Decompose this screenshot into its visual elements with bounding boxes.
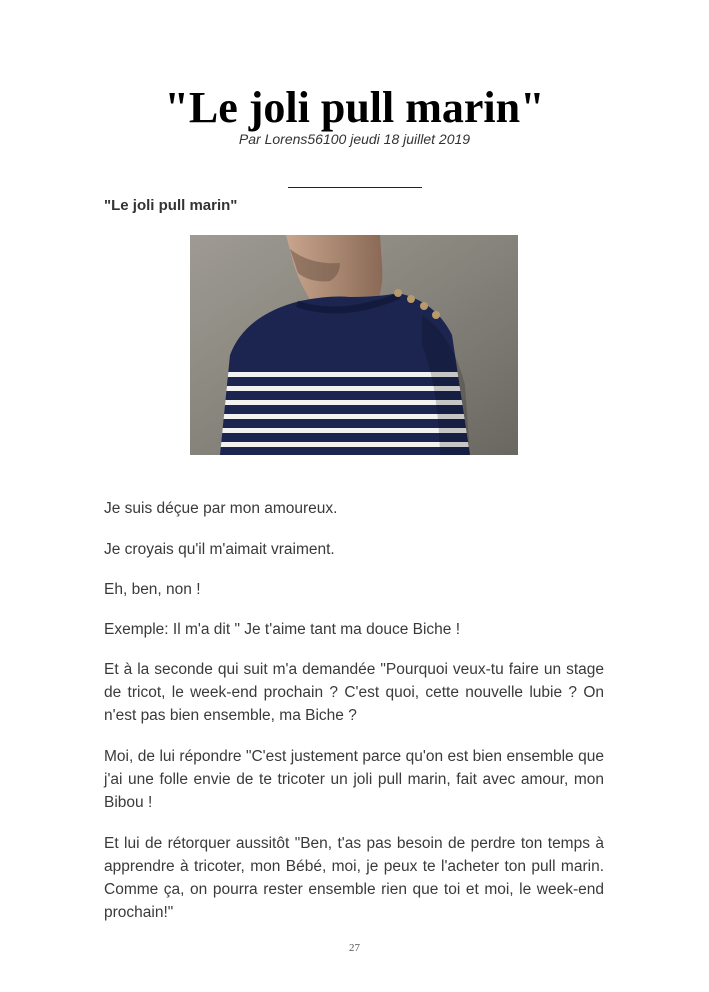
paragraph: Moi, de lui répondre "C'est justement parce qu'on est bien ensemble que j'ai une folle envie de te tricoter un joli pull marin, fait avec amour, mon Bibou ! — [104, 748, 604, 811]
paragraph: Et à la seconde qui suit m'a demandée "Pourquoi veux-tu faire un stage de tricot, le week-end prochain ? C'est quoi, cette nouvelle lubie ? On n'est pas bien ensemble, ma Biche ? — [104, 661, 604, 724]
article-photo — [190, 235, 518, 455]
byline: Par Lorens56100 jeudi 18 juillet 2019 — [238, 131, 471, 147]
separator-rule — [288, 187, 422, 188]
paragraph: Eh, ben, non ! — [104, 581, 201, 598]
sailor-sweater-photo — [190, 235, 518, 455]
article-subtitle: "Le joli pull marin" — [104, 197, 238, 214]
paragraph: Et lui de rétorquer aussitôt "Ben, t'as pas besoin de perdre ton temps à apprendre à tricoter, mon Bébé, moi, je peux te l'acheter ton pull marin. Comme ça, on pourra rester ensemble rien que toi et moi, le week-end prochain!" — [104, 835, 604, 921]
paragraph: Je suis déçue par mon amoureux. — [104, 500, 338, 517]
paragraph: Je croyais qu'il m'aimait vraiment. — [104, 541, 335, 558]
paragraph: Exemple: Il m'a dit " Je t'aime tant ma douce Biche ! — [104, 621, 461, 638]
page-title: "Le joli pull marin" — [164, 83, 545, 132]
page-number: 27 — [349, 942, 360, 954]
